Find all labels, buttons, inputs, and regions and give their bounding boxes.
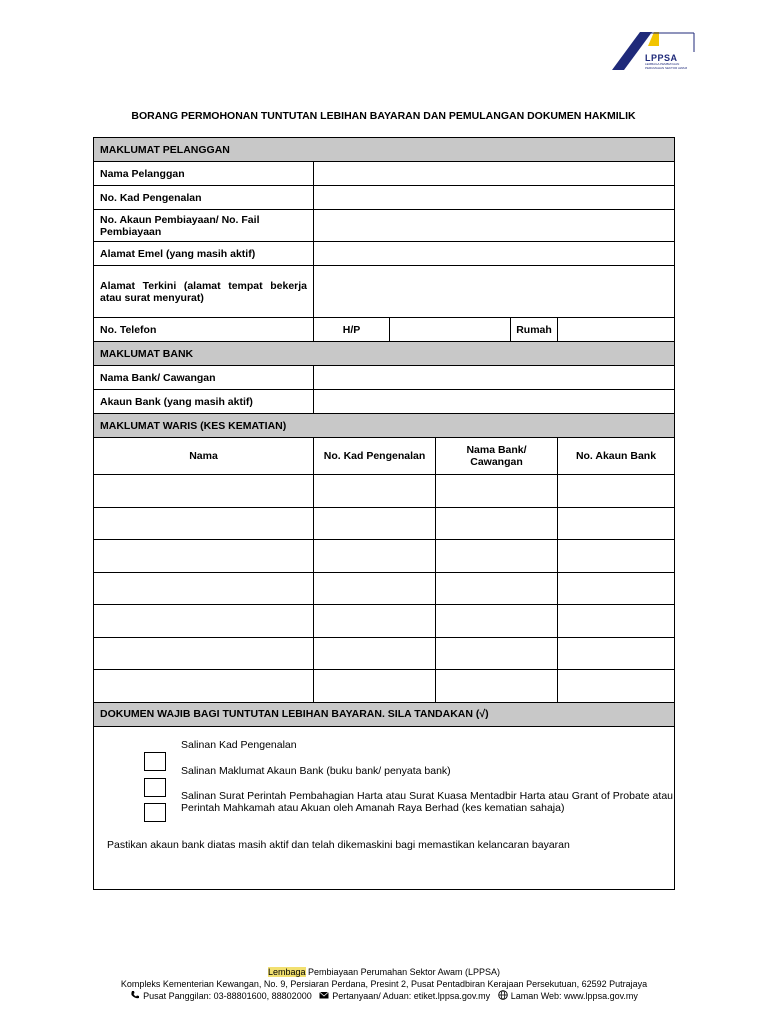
phone-icon — [130, 990, 140, 1000]
heir-cell-account[interactable] — [558, 540, 675, 573]
heir-col-ic: No. Kad Pengenalan — [314, 438, 436, 475]
logo-tagline: LEMBAGA PEMBIAYAAN PERUMAHAN SEKTOR AWAM — [645, 62, 688, 70]
footer-org-name: Pembiayaan Perumahan Sektor Awam (LPPSA) — [305, 967, 500, 977]
heir-col-account: No. Akaun Bank — [558, 438, 675, 475]
footer-address: Kompleks Kementerian Kewangan, No. 9, Persiaran Perdana, Presint 2, Pusat Pentadbiran Kerajaan Persekutuan, 62592 Putrajaya — [120, 979, 648, 989]
field-customer-name[interactable] — [314, 162, 675, 186]
footer-contacts — [0, 990, 768, 1002]
heir-row — [94, 605, 675, 638]
section-heading-customer: MAKLUMAT PELANGGAN — [94, 138, 675, 162]
footer-phone: Pusat Panggilan: 03-88801600, 88802000 — [143, 991, 312, 1001]
logo-wordmark: LPPSA — [645, 53, 678, 63]
heir-cell-account[interactable] — [558, 605, 675, 638]
label-current-address: Alamat Terkini (alamat tempat bekerja atau surat menyurat) — [94, 266, 314, 318]
globe-icon — [498, 990, 508, 1000]
heir-cell-account[interactable] — [558, 670, 675, 703]
heir-cell-ic[interactable] — [314, 605, 436, 638]
section-heading-bank: MAKLUMAT BANK — [94, 342, 675, 366]
heir-cell-account[interactable] — [558, 507, 675, 540]
footer-org — [0, 966, 768, 978]
heir-cell-ic[interactable] — [314, 670, 436, 703]
label-financing-account: No. Akaun Pembiayaan/ No. Fail Pembiayaan — [94, 210, 314, 242]
heir-col-name: Nama — [94, 438, 314, 475]
field-ic-number[interactable] — [314, 186, 675, 210]
heir-cell-ic[interactable] — [314, 475, 436, 508]
label-email: Alamat Emel (yang masih aktif) — [94, 242, 314, 266]
heir-cell-bank[interactable] — [436, 540, 558, 573]
heir-row — [94, 670, 675, 703]
heir-row — [94, 637, 675, 670]
field-email[interactable] — [314, 242, 675, 266]
footer-org-highlight: Lembaga — [268, 967, 306, 977]
heir-cell-name[interactable] — [94, 572, 314, 605]
doc-item-bank: Salinan Maklumat Akaun Bank (buku bank/ penyata bank) — [181, 764, 451, 777]
field-bank-account[interactable] — [314, 390, 675, 414]
heir-cell-bank[interactable] — [436, 670, 558, 703]
label-phone: No. Telefon — [94, 318, 314, 342]
heir-cell-bank[interactable] — [436, 572, 558, 605]
envelope-icon — [319, 990, 329, 1000]
checkbox-estate-copy[interactable] — [144, 803, 166, 822]
heir-row — [94, 507, 675, 540]
label-bank-branch: Nama Bank/ Cawangan — [94, 366, 314, 390]
heir-row — [94, 572, 675, 605]
field-hp[interactable] — [390, 318, 511, 342]
field-home-phone[interactable] — [558, 318, 675, 342]
heir-col-bank: Nama Bank/ Cawangan — [436, 438, 558, 475]
heir-cell-account[interactable] — [558, 475, 675, 508]
section-heading-heir: MAKLUMAT WARIS (KES KEMATIAN) — [94, 414, 675, 438]
application-form — [93, 137, 675, 890]
heir-cell-name[interactable] — [94, 605, 314, 638]
footer-email[interactable]: Pertanyaan/ Aduan: etiket.lppsa.gov.my — [332, 991, 491, 1001]
label-ic-number: No. Kad Pengenalan — [94, 186, 314, 210]
field-bank-branch[interactable] — [314, 366, 675, 390]
doc-item-estate: Salinan Surat Perintah Pembahagian Harta atau Surat Kuasa Mentadbir Harta atau Grant of Probate atau Perintah Mahkamah atau Akuan oleh Amanah Raya Berhad (kes kematian sahaja) — [181, 789, 673, 814]
form-title: BORANG PERMOHONAN TUNTUTAN LEBIHAN BAYARAN DAN PEMULANGAN DOKUMEN HAKMILIK — [131, 110, 636, 122]
label-hp: H/P — [314, 318, 390, 342]
heir-cell-name[interactable] — [94, 637, 314, 670]
heir-cell-name[interactable] — [94, 475, 314, 508]
field-current-address[interactable] — [314, 266, 675, 318]
documents-panel — [94, 726, 675, 889]
heir-cell-account[interactable] — [558, 572, 675, 605]
heir-cell-bank[interactable] — [436, 507, 558, 540]
heir-cell-ic[interactable] — [314, 637, 436, 670]
label-customer-name: Nama Pelanggan — [94, 162, 314, 186]
label-home-phone: Rumah — [511, 318, 558, 342]
heir-cell-bank[interactable] — [436, 475, 558, 508]
heir-cell-bank[interactable] — [436, 605, 558, 638]
heir-cell-name[interactable] — [94, 670, 314, 703]
label-bank-account: Akaun Bank (yang masih aktif) — [94, 390, 314, 414]
heir-cell-name[interactable] — [94, 540, 314, 573]
heir-cell-ic[interactable] — [314, 540, 436, 573]
heir-row — [94, 540, 675, 573]
heir-cell-bank[interactable] — [436, 637, 558, 670]
doc-item-ic: Salinan Kad Pengenalan — [181, 738, 297, 751]
heir-cell-ic[interactable] — [314, 507, 436, 540]
heir-row — [94, 475, 675, 508]
heir-cell-account[interactable] — [558, 637, 675, 670]
field-financing-account[interactable] — [314, 210, 675, 242]
section-heading-documents: DOKUMEN WAJIB BAGI TUNTUTAN LEBIHAN BAYARAN. SILA TANDAKAN (√) — [94, 702, 675, 726]
heir-cell-ic[interactable] — [314, 572, 436, 605]
heir-rows — [94, 475, 675, 703]
footer-web[interactable]: Laman Web: www.lppsa.gov.my — [510, 991, 638, 1001]
heir-cell-name[interactable] — [94, 507, 314, 540]
doc-note: Pastikan akaun bank diatas masih aktif dan telah dikemaskini bagi memastikan kelancaran bayaran — [107, 838, 570, 851]
checkbox-bank-copy[interactable] — [144, 778, 166, 797]
checkbox-ic-copy[interactable] — [144, 752, 166, 771]
